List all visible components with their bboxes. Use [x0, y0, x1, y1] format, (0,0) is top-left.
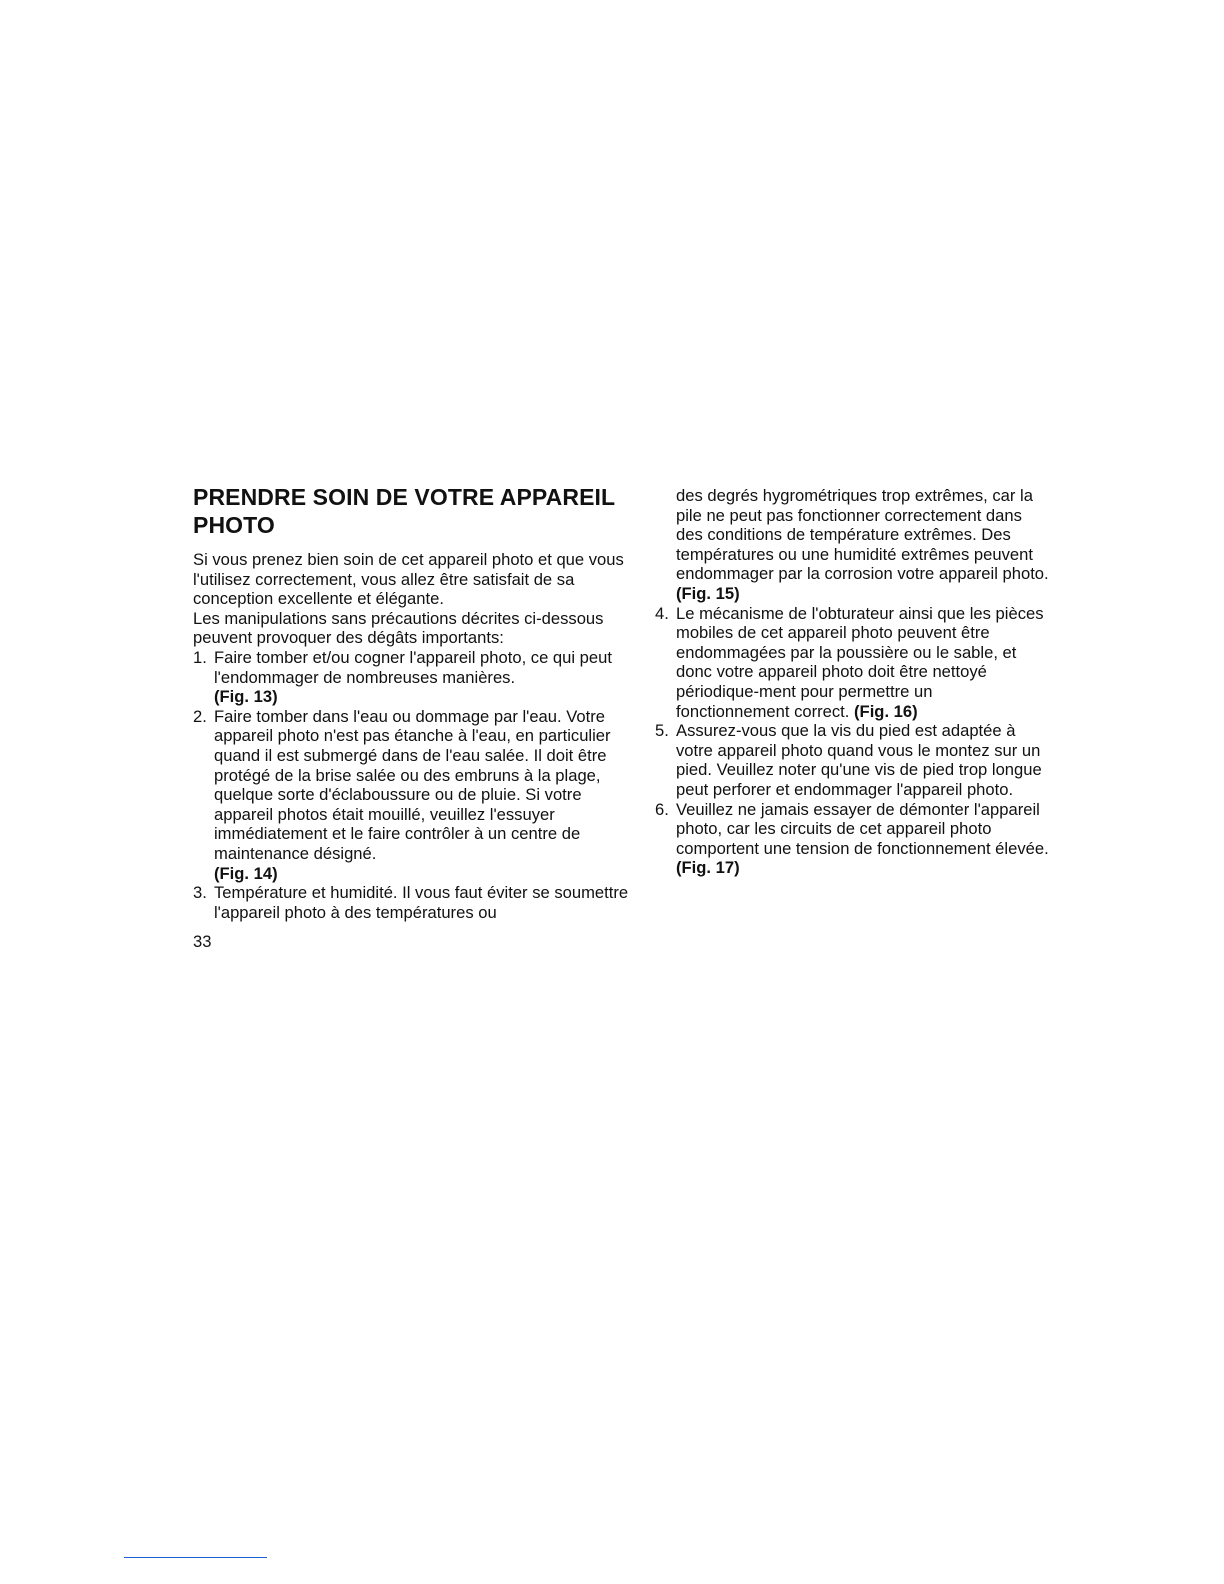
list-item — [655, 604, 1050, 722]
footnote-divider — [124, 1557, 267, 1558]
list-item-number: 5. — [655, 721, 669, 741]
list-item-text: Faire tomber et/ou cogner l'appareil photo, ce qui peut l'endommager de nombreuses manières. — [214, 647, 612, 687]
care-list-left — [193, 648, 638, 922]
figure-reference: (Fig. 14) — [214, 863, 278, 883]
page-number: 33 — [193, 932, 212, 951]
list-item-number: 3. — [193, 883, 207, 903]
care-list-right — [655, 604, 1050, 878]
list-item-text: des degrés hygrométriques trop extrêmes, car la pile ne peut pas fonctionner correctement dans des conditions de température extrêmes. Des températures ou une humidité extrêmes peuvent endommager par la corrosion votre appareil photo. — [676, 486, 1049, 584]
list-item-text: Veuillez ne jamais essayer de démonter l'appareil photo, car les circuits de cet appareil photo comportent une tension de fonctionnement élevée. — [676, 799, 1049, 858]
right-column — [655, 486, 1050, 878]
list-item — [655, 800, 1050, 878]
figure-reference: (Fig. 15) — [676, 583, 740, 603]
list-item — [193, 883, 638, 922]
figure-reference: (Fig. 17) — [676, 858, 740, 878]
list-item-number: 4. — [655, 603, 669, 623]
list-item — [193, 707, 638, 883]
list-item — [655, 721, 1050, 799]
list-item-number: 6. — [655, 799, 669, 819]
list-item-number: 2. — [193, 706, 207, 726]
list-item-continuation — [655, 486, 1050, 604]
list-item-text: Faire tomber dans l'eau ou dommage par l'eau. Votre appareil photo n'est pas étanche à l'eau, en particulier quand il est submergé dans de l'eau salée. Il doit être protégé de la brise salée ou des embruns à la plage, quelque sorte d'éclaboussure ou de pluie. Si votre appareil photos était mouillé, veuillez l'essuyer immédiatement et le faire contrôler à un centre de maintenance désigné. — [214, 706, 611, 863]
list-item-text: Le mécanisme de l'obturateur ainsi que les pièces mobiles de cet appareil photo peuvent être endommagées par la poussière ou le sable, et donc votre appareil photo doit être nettoyé périodique-ment pour permettre un fonctionnement correct. — [676, 603, 1044, 721]
page-title: PRENDRE SOIN DE VOTRE APPAREIL PHOTO — [193, 484, 615, 538]
list-item-text: Température et humidité. Il vous faut éviter se soumettre l'appareil photo à des températures ou — [214, 883, 629, 922]
list-item-text: Assurez-vous que la vis du pied est adaptée à votre appareil photo quand vous le montez sur un pied. Veuillez noter qu'une vis de pied trop longue peut perforer et endommager l'appareil photo. — [676, 721, 1042, 799]
list-item — [193, 648, 638, 707]
intro-paragraph-warning: Les manipulations sans précautions décrites ci-dessous peuvent provoquer des dégâts importants: — [193, 608, 604, 648]
list-item-number: 1. — [193, 647, 207, 667]
left-column — [193, 483, 638, 922]
figure-reference: (Fig. 16) — [854, 701, 918, 721]
intro-paragraph: Si vous prenez bien soin de cet appareil photo et que vous l'utilisez correctement, vous allez être satisfait de sa conception excellente et élégante. — [193, 550, 624, 609]
figure-reference: (Fig. 13) — [214, 687, 278, 707]
